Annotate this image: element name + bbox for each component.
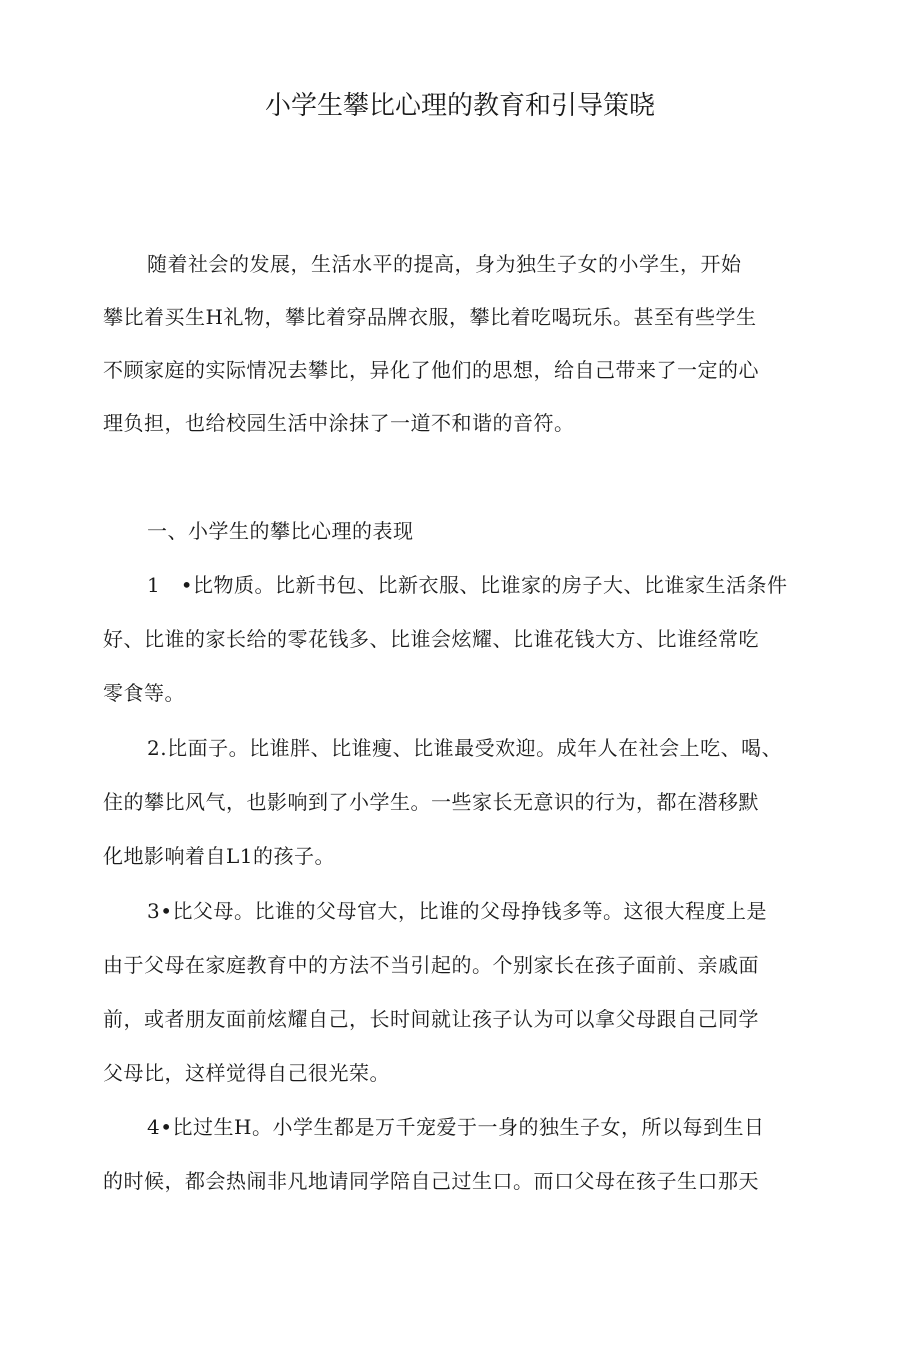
intro-line-3: 不顾家庭的实际情况去攀比，异化了他们的思想，给自己带来了一定的心 [103, 358, 759, 382]
intro-line-1: 随着社会的发展，生活水平的提高，身为独生子女的小学生，开始 [147, 252, 742, 276]
item4-line-2: 的时候，都会热闹非凡地请同学陪自己过生口。而口父母在孩子生口那天 [103, 1169, 759, 1193]
item1-line-1: 1 •比物质。比新书包、比新衣服、比谁家的房子大、比谁家生活条件 [147, 573, 788, 597]
intro-line-4: 理负担，也给校园生活中涂抹了一道不和谐的音符。 [103, 411, 575, 435]
item1-line-2: 好、比谁的家长给的零花钱多、比谁会炫耀、比谁花钱大方、比谁经常吃 [103, 627, 759, 651]
section-heading: 一、小学生的攀比心理的表现 [147, 519, 414, 543]
item3-line-3: 前，或者朋友面前炫耀自己，长时间就让孩子认为可以拿父母跟自己同学 [103, 1007, 759, 1031]
item2-line-1: 2.比面子。比谁胖、比谁瘦、比谁最受欢迎。成年人在社会上吃、喝、 [147, 736, 783, 760]
document-title: 小学生攀比心理的教育和引导策晓 [264, 91, 655, 121]
item2-line-2: 住的攀比风气，也影响到了小学生。一些家长无意识的行为，都在潜移默 [103, 790, 759, 814]
item3-line-1: 3•比父母。比谁的父母官大，比谁的父母挣钱多等。这很大程度上是 [147, 899, 768, 923]
intro-line-2: 攀比着买生H礼物，攀比着穿品牌衣服，攀比着吃喝玩乐。甚至有些学生 [103, 305, 757, 329]
item4-line-1: 4•比过生H。小学生都是万千宠爱于一身的独生子女，所以每到生日 [147, 1115, 765, 1139]
item3-line-4: 父母比，这样觉得自己很光荣。 [103, 1061, 390, 1085]
item3-line-2: 由于父母在家庭教育中的方法不当引起的。个别家长在孩子面前、亲戚面 [103, 953, 759, 977]
item2-line-3: 化地影响着自L1的孩子。 [103, 844, 336, 868]
item1-line-3: 零食等。 [103, 681, 185, 705]
